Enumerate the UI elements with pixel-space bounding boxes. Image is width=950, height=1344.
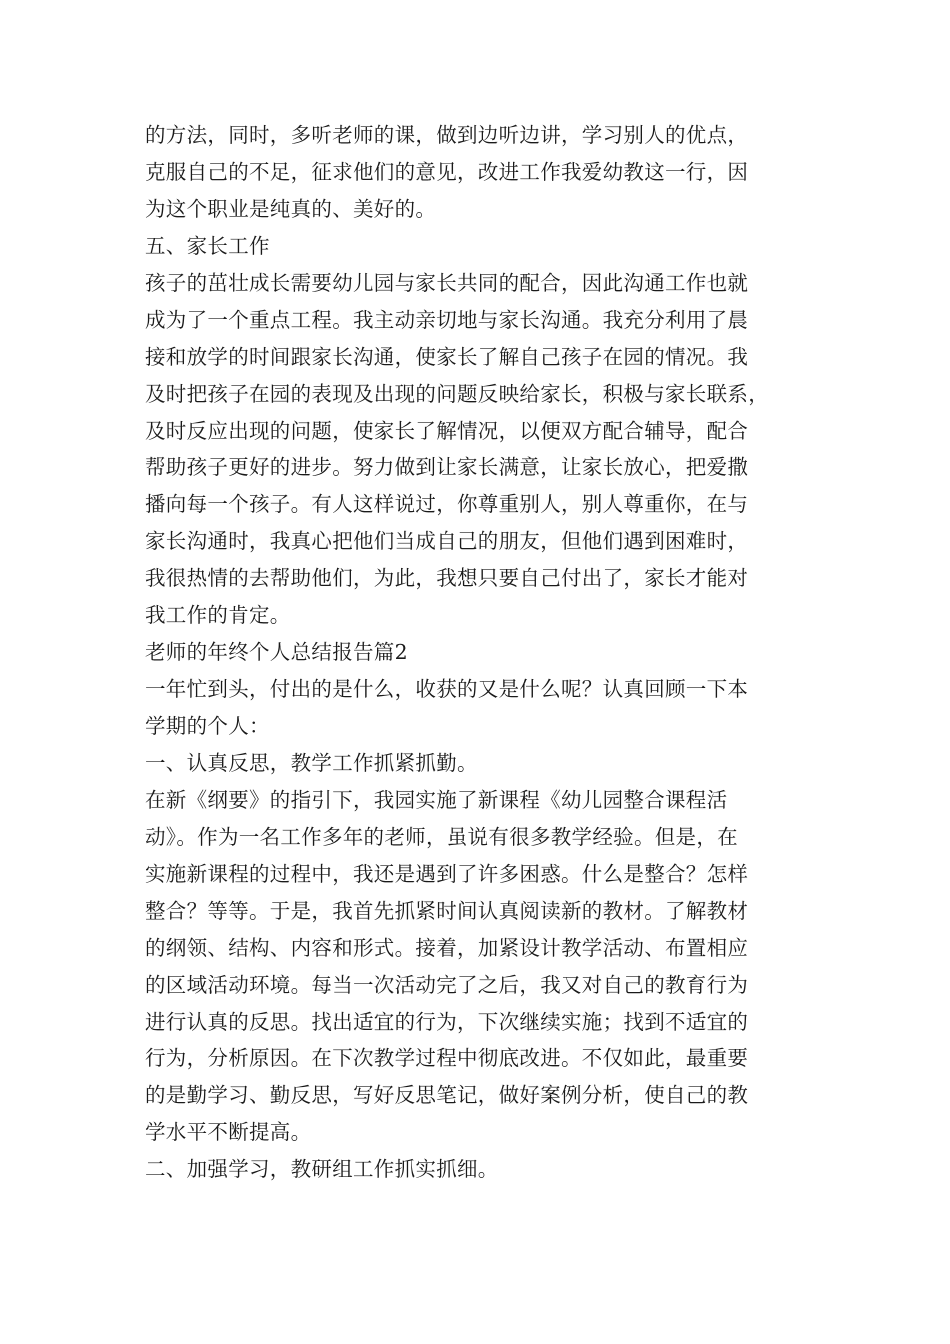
text-line: 我很热情的去帮助他们，为此，我想只要自己付出了，家长才能对 <box>145 566 749 591</box>
section-heading: 二、加强学习，教研组工作抓实抓细。 <box>145 1157 499 1182</box>
text-line: 的区域活动环境。每当一次活动完了之后，我又对自己的教育行为 <box>145 972 749 997</box>
section-heading: 一、认真反思，教学工作抓紧抓勤。 <box>145 750 478 775</box>
text-line: 行为，分析原因。在下次教学过程中彻底改进。不仅如此，最重要 <box>145 1046 749 1071</box>
text-line: 为这个职业是纯真的、美好的。 <box>145 196 437 221</box>
text-line: 及时把孩子在园的表现及出现的问题反映给家长，积极与家长联系， <box>145 381 769 406</box>
text-line: 动》。作为一名工作多年的老师，虽说有很多教学经验。但是，在 <box>145 824 738 849</box>
text-line: 整合？等等。于是，我首先抓紧时间认真阅读新的教材。了解教材 <box>145 898 749 923</box>
text-line: 的方法，同时，多听老师的课，做到边听边讲，学习别人的优点， <box>145 123 749 147</box>
text-line: 的纲领、结构、内容和形式。接着，加紧设计教学活动、布置相应 <box>145 935 749 960</box>
text-line: 学水平不断提高。 <box>145 1120 312 1145</box>
article-title: 老师的年终个人总结报告篇2 <box>145 640 408 665</box>
text-line: 帮助孩子更好的进步。努力做到让家长满意，让家长放心，把爱撒 <box>145 455 749 480</box>
text-line: 家长沟通时，我真心把他们当成自己的朋友，但他们遇到困难时， <box>145 529 749 554</box>
text-line: 学期的个人： <box>145 714 270 738</box>
text-line: 成为了一个重点工程。我主动亲切地与家长沟通。我充分利用了晨 <box>145 307 749 332</box>
document-body <box>145 117 835 1188</box>
text-line: 接和放学的时间跟家长沟通，使家长了解自己孩子在园的情况。我 <box>145 344 749 369</box>
text-line: 及时反应出现的问题，使家长了解情况，以便双方配合辅导，配合 <box>145 418 749 443</box>
text-line: 克服自己的不足，征求他们的意见，改进工作我爱幼教这一行，因 <box>145 159 749 184</box>
text-line: 我工作的肯定。 <box>145 603 291 628</box>
text-line: 播向每一个孩子。有人这样说过，你尊重别人，别人尊重你，在与 <box>145 492 749 517</box>
text-line: 的是勤学习、勤反思，写好反思笔记，做好案例分析，使自己的教 <box>145 1083 749 1108</box>
section-heading: 五、家长工作 <box>145 233 270 258</box>
text-line: 孩子的茁壮成长需要幼儿园与家长共同的配合，因此沟通工作也就 <box>145 270 749 295</box>
text-line: 一年忙到头，付出的是什么，收获的又是什么呢？认真回顾一下本 <box>145 677 749 702</box>
text-line: 实施新课程的过程中，我还是遇到了许多困惑。什么是整合？怎样 <box>145 861 749 886</box>
text-line: 进行认真的反思。找出适宜的行为，下次继续实施；找到不适宜的 <box>145 1009 749 1034</box>
text-line: 在新《纲要》的指引下，我园实施了新课程《幼儿园整合课程活 <box>145 787 728 812</box>
